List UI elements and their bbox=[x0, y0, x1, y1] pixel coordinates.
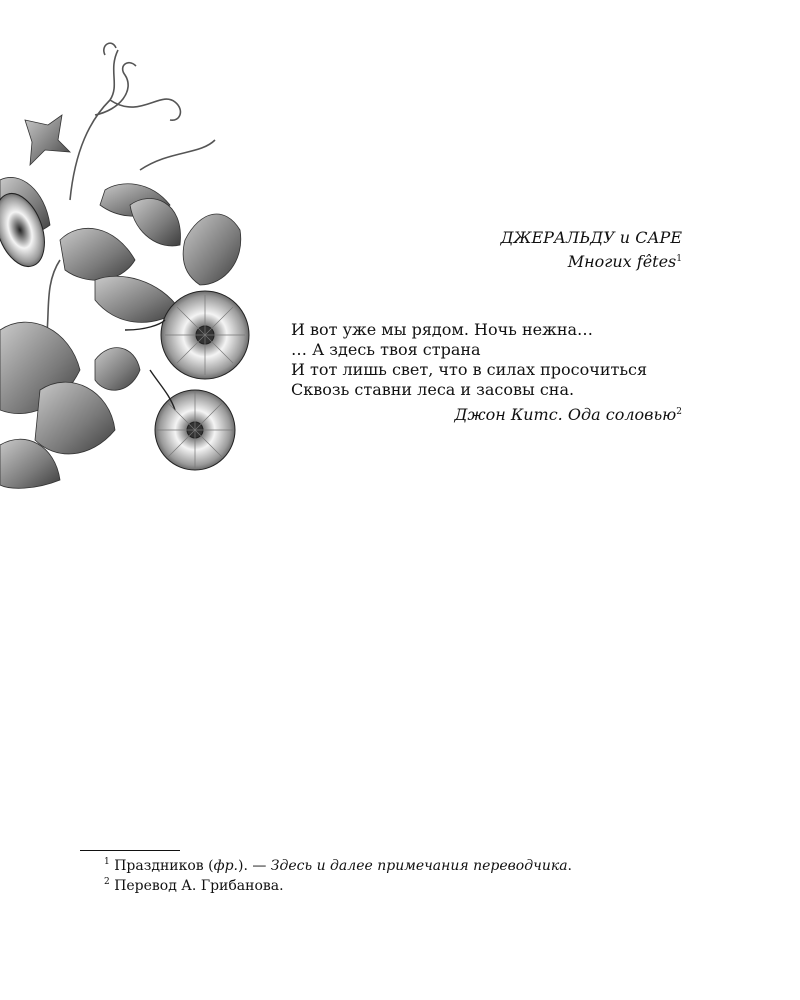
footnote-2-mark: 2 bbox=[104, 877, 110, 887]
epigraph-poem bbox=[291, 320, 691, 400]
footnote-1-note: Здесь и далее примечания переводчика bbox=[270, 858, 568, 874]
attribution-text: Джон Китс. Ода соловью bbox=[454, 405, 677, 424]
footnote-2 bbox=[104, 876, 724, 896]
footnote-1-text: Праздников ( bbox=[114, 858, 214, 874]
footnote-ref-1[interactable]: 1 bbox=[676, 254, 682, 264]
epigraph-attribution bbox=[454, 405, 682, 424]
footnote-divider bbox=[80, 850, 180, 851]
dedication-line-2 bbox=[500, 250, 682, 274]
floral-illustration bbox=[0, 30, 285, 490]
footnote-1-period: . bbox=[567, 858, 572, 874]
dedication-line-1: ДЖЕРАЛЬДУ и САРЕ bbox=[500, 228, 682, 247]
footnote-2-text: Перевод А. Грибанова. bbox=[114, 878, 284, 894]
verse-line: Сквозь ставни леса и засовы сна. bbox=[291, 380, 575, 399]
verse-line: И тот лишь свет, что в силах просочиться bbox=[291, 360, 648, 379]
dedication-many: Многих bbox=[567, 252, 632, 271]
footnote-1-lang: фр. bbox=[213, 858, 238, 874]
verse-line: … А здесь твоя страна bbox=[291, 340, 481, 359]
footnote-1 bbox=[104, 856, 724, 876]
footnote-1-dash: ). — bbox=[237, 858, 271, 874]
dedication-fetes: fêtes bbox=[636, 252, 677, 271]
footnote-1-mark: 1 bbox=[104, 857, 110, 867]
footnote-ref-2[interactable]: 2 bbox=[676, 407, 682, 417]
dedication bbox=[500, 226, 682, 274]
footnotes bbox=[104, 856, 724, 896]
verse-line: И вот уже мы рядом. Ночь нежна… bbox=[291, 320, 594, 339]
